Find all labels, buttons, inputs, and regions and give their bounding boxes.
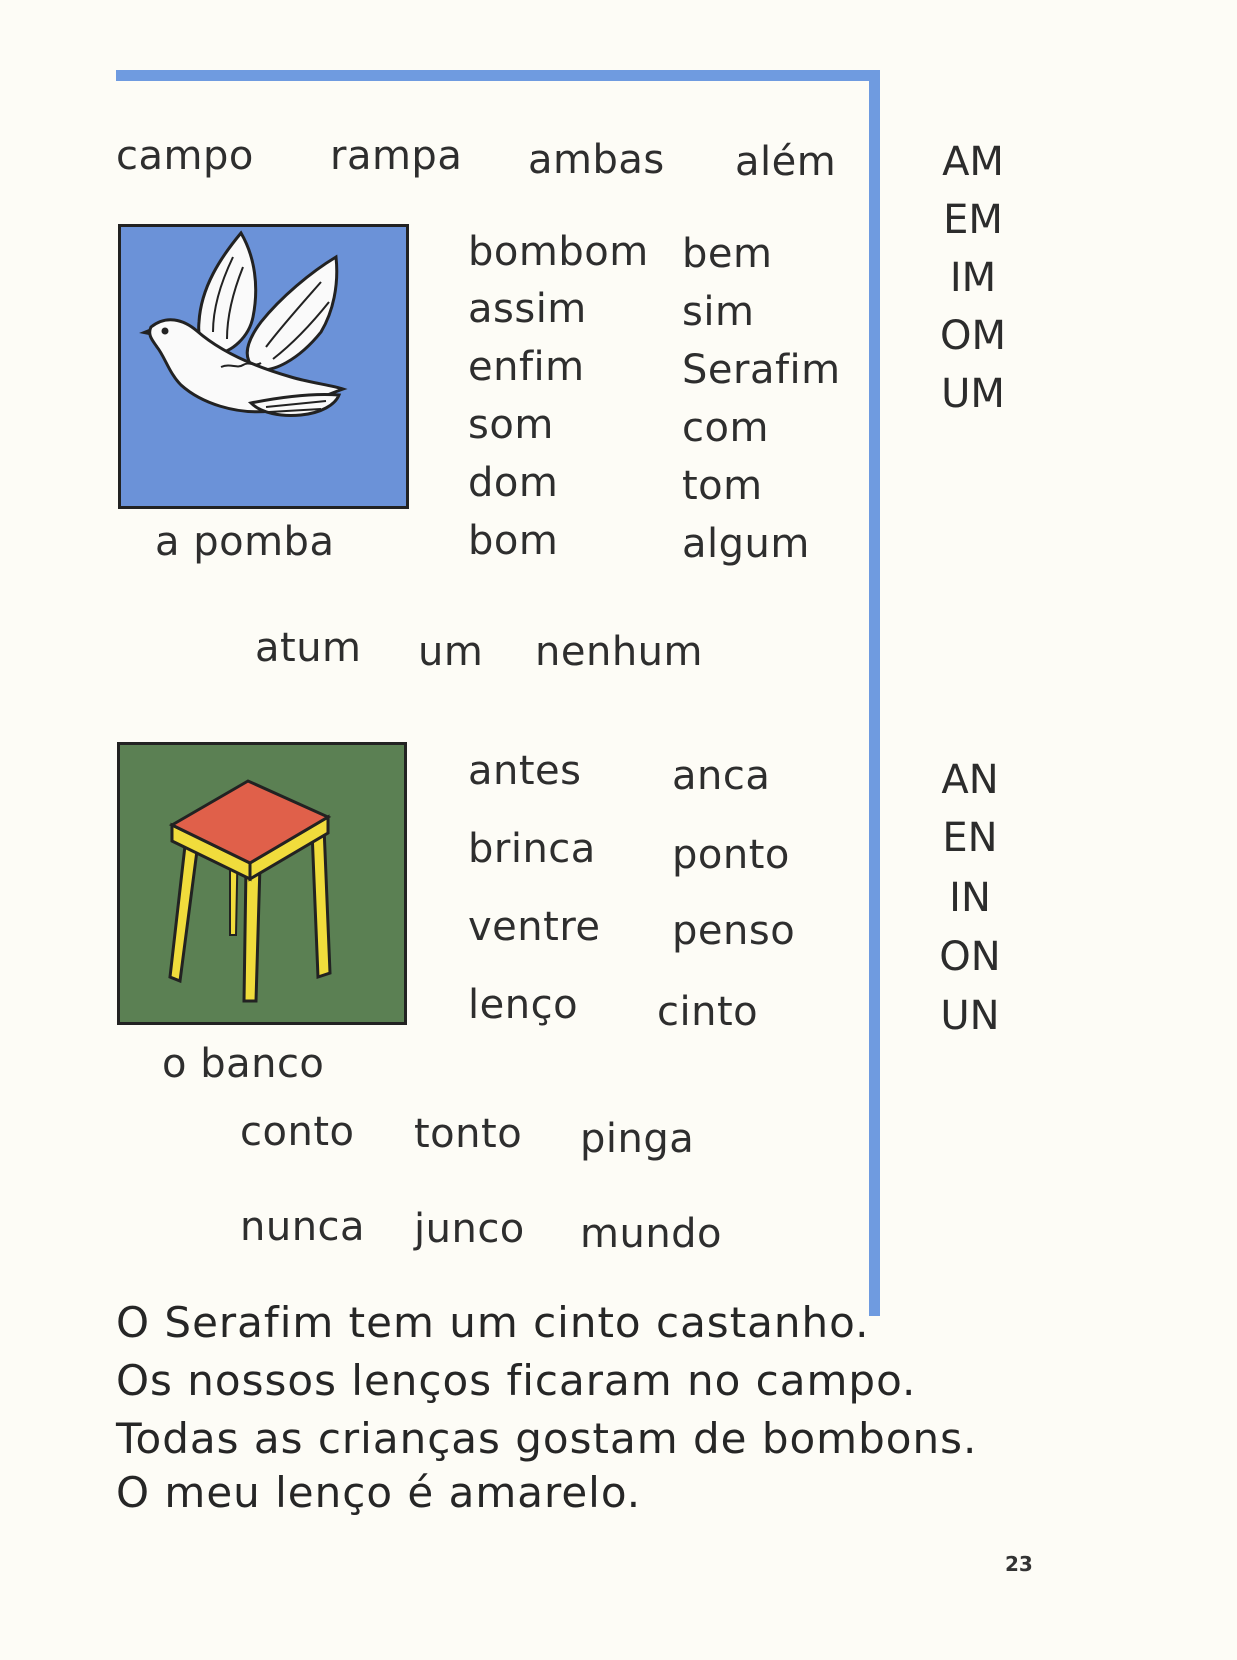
word-m-left: bom	[468, 518, 559, 564]
sentence: O Serafim tem um cinto castanho.	[116, 1298, 870, 1347]
syllable-om: OM	[940, 313, 1006, 359]
syllable-en: EN	[942, 815, 998, 861]
word-m-right: algum	[682, 521, 810, 567]
caption-dove: a pomba	[155, 519, 335, 565]
word-row1: rampa	[330, 133, 463, 179]
word-n-left: brinca	[468, 826, 596, 872]
stool-icon	[120, 745, 404, 1022]
word-m-right: sim	[682, 289, 755, 335]
word-n-right: anca	[672, 753, 771, 799]
sentence: Os nossos lenços ficaram no campo.	[116, 1356, 917, 1405]
blue-rule-top	[116, 70, 880, 81]
word-n-left: antes	[468, 748, 582, 794]
word-row1: campo	[116, 133, 254, 179]
word-row-b: junco	[414, 1206, 525, 1252]
word-row-um: um	[418, 629, 484, 675]
word-m-left: bombom	[468, 229, 649, 275]
word-row-a: tonto	[414, 1111, 523, 1157]
word-m-right: tom	[682, 463, 763, 509]
dove-icon	[121, 227, 406, 506]
word-row1: ambas	[528, 137, 665, 183]
word-n-left: ventre	[468, 904, 601, 950]
word-row-b: mundo	[580, 1211, 723, 1257]
word-n-right: penso	[672, 908, 796, 954]
word-m-right: com	[682, 405, 769, 451]
word-row-um: atum	[255, 625, 362, 671]
word-m-left: enfim	[468, 344, 585, 390]
word-row-a: conto	[240, 1109, 355, 1155]
word-row1: além	[735, 139, 837, 185]
word-n-right: ponto	[672, 832, 790, 878]
word-n-left: lenço	[468, 982, 579, 1028]
syllable-um: UM	[941, 371, 1005, 417]
syllable-in: IN	[949, 875, 991, 921]
blue-rule-right	[869, 70, 880, 1316]
page-number: 23	[1005, 1552, 1033, 1576]
syllable-im: IM	[949, 255, 997, 301]
syllable-un: UN	[940, 993, 1000, 1039]
syllable-am: AM	[942, 139, 1004, 185]
caption-stool: o banco	[162, 1041, 325, 1087]
word-n-right: cinto	[657, 989, 759, 1035]
syllable-an: AN	[941, 757, 999, 803]
word-m-right: Serafim	[682, 347, 841, 393]
word-row-a: pinga	[580, 1116, 695, 1162]
stool-picture	[117, 742, 407, 1025]
sentence: Todas as crianças gostam de bombons.	[116, 1414, 978, 1463]
word-row-um: nenhum	[535, 629, 703, 675]
syllable-em: EM	[943, 197, 1003, 243]
sentence: O meu lenço é amarelo.	[116, 1468, 642, 1517]
word-m-left: dom	[468, 460, 559, 506]
dove-picture	[118, 224, 409, 509]
word-row-b: nunca	[240, 1204, 366, 1250]
syllable-on: ON	[939, 934, 1001, 980]
word-m-right: bem	[682, 231, 773, 277]
word-m-left: som	[468, 402, 554, 448]
word-m-left: assim	[468, 286, 587, 332]
